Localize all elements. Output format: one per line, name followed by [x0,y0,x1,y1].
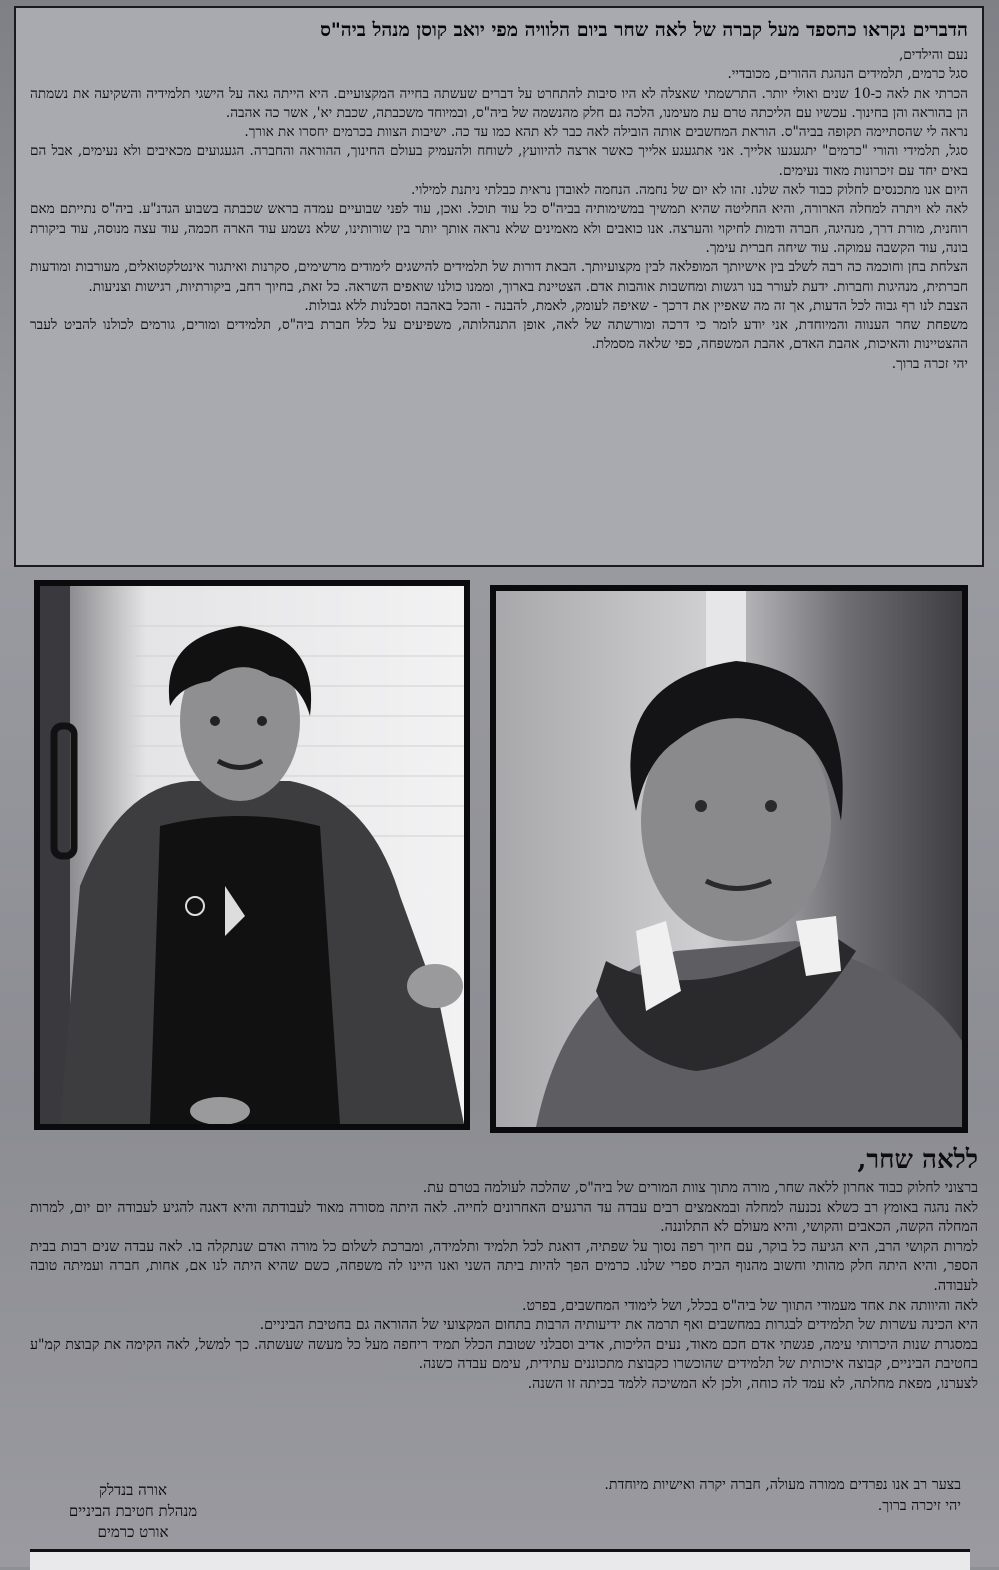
eulogy-paragraph: יהי זכרה ברוך. [891,355,968,372]
eulogy-paragraph: סגל, תלמידי והורי "כרמים" יתגעגעו אלייך. אני אתגעגע אלייך כאשר ארצה להיוועץ, לשוחח ולהעמיק בעולם החינוך, ההוראה והחברה. הגעגועים מכאיבים ולא נעימים, אבל הם באים יחד עם זיכרונות מאוד נעימים. [30,143,968,179]
photo-leah-seated [34,580,470,1130]
eulogy-paragraph: משפחת שחר הענווה והמיוחדת, אני יודע לומר כי דרכה ומורשתה של לאה, אופן התנהלותה, משפיעים על כלל חברת ביה"ס, תלמידים ומורים, גורמים לכולנו להביט לעבר ההצטיינות והאיכות, אהבת האדם, אהבת המשפחה, כפי שלאה מסמלת. [30,317,968,353]
eulogy-paragraph: היום אנו מתכנסים לחלוק כבוד לאה שלנו. זהו לא יום של נחמה. הנחמה לאובדן נראית כבלתי ניתנת למילוי. [410,182,968,199]
tribute-paragraph: לאה נהגה באומץ רב כשלא נכנעה למחלה ובמאמצים רבים עבדה עד הרגעים האחרונים לחייה. לאה היתה מסורה מאוד לעבודתה והיא דאגה להגיע לעבודה יום יום, למרות המחלה הקשה, הכאבים והקושי, והיא מעולם לא התלוננה. [30,1199,978,1236]
eulogy-title: הדברים נקראו כהספד מעל קברה של לאה שחר ביום הלוויה מפי יואב קוסן מנהל ביה"ס [320,19,968,41]
signature-block [38,1480,228,1543]
closing-line: יהי זיכרה ברוך. [877,1498,961,1514]
tribute-paragraph: היא הכינה עשרות של תלמידים לבגרות במחשבים ואף תרמה את ידיעותיה הרבות בתחום המקצועי של ההוראה גם בחטיבת הביניים. [259,1317,978,1334]
tribute-paragraph: לאה והיוותה את אחד מעמודי התווך של ביה"ס בכלל, ושל לימודי המחשבים, בפרט. [521,1297,978,1314]
tribute-paragraph: במסגרת שנות היכרותי עימה, פגשתי אדם חכם מאוד, נעים הליכות, אדיב וסבלני שטובת הכלל תמיד ריחפה מעל כל מעשה שעשתה. כך למשל, לאה הקימה את קבוצת קמ"ע בחטיבת הביניים, קבוצה איכותית של תלמידים שהוכשרו כקבוצת מתכוננים עתידית, עימם עבדה כשנה. [30,1336,978,1373]
eulogy-body [30,46,968,374]
signature-school: אורט כרמים [97,1523,169,1541]
signature-role: מנהלת חטיבת הביניים [68,1502,198,1520]
tribute-closing [341,1475,961,1517]
closing-line: בצער רב אנו נפרדים ממורה מעולה, חברה יקרה ואישיות מיוחדת. [604,1477,961,1493]
eulogy-paragraph: הצבת לנו רף גבוה לכל הדעות, אך זה מה שאפיין את דרכך - שאיפה לעומק, לאמת, להבנה - והכל באהבה וסבלנות ללא גבולות. [304,297,968,314]
eulogy-paragraph: הכרתי את לאה כ-10 שנים ואולי יותר. התרשמתי שאצלה לא היו סיבות להתחרט על דברים שעשתה בחייה המקצועיים. היא הייתה גאה על הישגי תלמידיה והשקיעה את נשמתה הן בהוראה והן בחינוך. עכשיו עם הליכתה טרם עת מעימנו, הלכה גם חלק מהנשמה של ביה"ס, ובמיוחד משכבתה, שכבת יא', אשר כה אהבה. [30,85,968,121]
photo-leah-portrait [490,585,968,1133]
signature-name: אורה בנדלק [99,1481,167,1499]
tribute-section [30,1145,978,1465]
tribute-paragraph: לצערנו, מפאת מחלתה, לא עמד לה כוחה, ולכן לא המשיכה ללמד בכיתה זו השנה. [527,1375,978,1392]
eulogy-paragraph: נראה לי שהסתיימה תקופה בביה"ס. הוראת המחשבים אותה הובילה לאה כבר לא תהא כמו עד כה. ישיבות הצוות בכרמים יחסרו את אורך. [244,124,968,141]
eulogy-paragraph: הצלחת בחן וחוכמה כה רבה לשלב בין אישיותך המופלאה לבין מקצועיותך. הבאת דורות של תלמידים להישגים לימודים מרשימים, סקרנות ואיתגור אינטלקטואלים, מעורבות ומודעות חברתית, מנהיגות וחברות. ידעת לעורר בנו רגשות ומחשבות אוהבות אדם. הצטיינת בארוך, וממנו כולנו שואפים השראה. כל זאת, בחיוך רחב, ביקורתיות, רגישות וצניעות. [30,259,968,295]
eulogy-paragraph: לאה לא ויתרה למחלה הארורה, והיא החליטה שהיא תמשיך במשימותיה בביה"ס כל עוד תוכל. ואכן, עוד לפני שבועיים עמדה בראש שכבתה בשבוע הגדנ"ע. ביה"ס נתייתם מאם רוחנית, מורת דרך, מנהיגה, חברה ודמות לחיקוי והערצה. אנו כואבים ולא מאמינים שלא נראה אותך יותר בין שורותינו, שלא נשמע עוד הארה חכמה, עוד עצה מנוסה, עוד ביקורת בונה, עוד הקשבה עמוקה. עוד שיחה חברית עימך. [30,201,968,256]
tribute-paragraph: ברצוני לחלוק כבוד אחרון ללאה שחר, מורה מתוך צוות המורים של ביה"ס, שהלכה לעולמה בטרם עת. [422,1180,978,1196]
eulogy-paragraph: סגל כרמים, תלמידים הנהגת ההורים, מכובדיי. [727,66,968,83]
eulogy-paragraph: נעם והילדים, [898,47,968,63]
tribute-body [30,1179,978,1395]
tribute-paragraph: למרות הקושי הרב, היא הגיעה כל בוקר, עם חיוך רפה נסוך על שפתיה, דואגת לכל תלמיד ותלמידה, ומברכת לשלום כל מורה ואדם שנתקלה בו. לאה עבדה שנים רבות בבית הספר, והיא היתה חלק מהותי וחשוב מהנוף הבית ספרי שלנו. כרמים הפך להיות ביתה השני ואנו היינו לה משפחה, כשם שהיא היתה לנו אם, אחות, חברה ועמיתה טובה לעבודה. [30,1238,978,1294]
tribute-title: ללאה שחר, [857,1145,978,1175]
eulogy-box [14,6,984,567]
